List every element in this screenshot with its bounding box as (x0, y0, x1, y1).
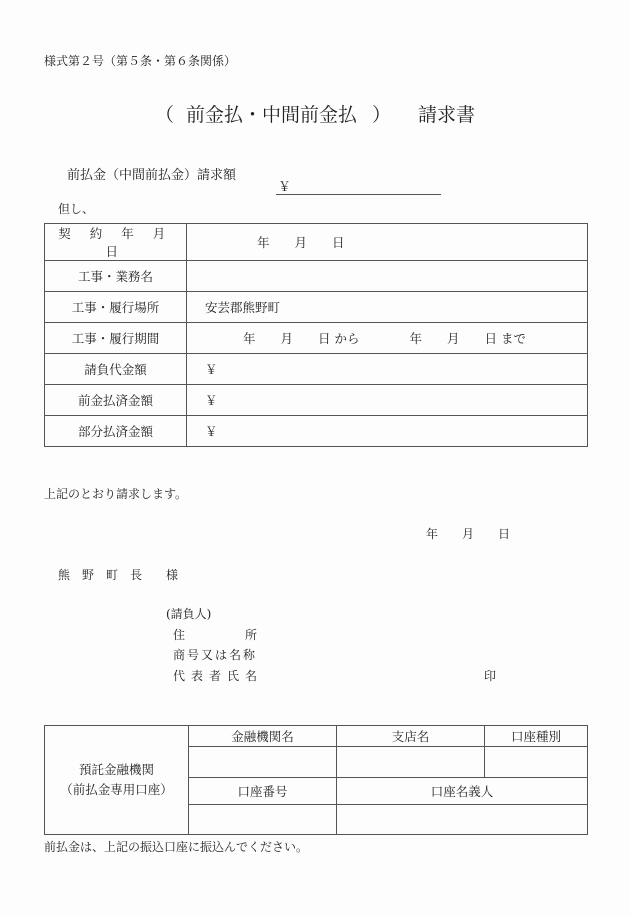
account-holder-header: 口座名義人 (337, 778, 588, 805)
bank-side-label (45, 726, 189, 835)
account-type-field[interactable] (485, 747, 588, 778)
addressee: 熊 野 町 長 様 (58, 568, 179, 582)
table-row (45, 261, 588, 292)
work-location-label: 工事・履行場所 (45, 292, 187, 323)
bank-name-header: 金融機関名 (189, 726, 337, 747)
title-close-paren: ） (372, 104, 392, 126)
title-doc: 請求書 (418, 104, 476, 126)
advance-paid-field[interactable]: ￥ (187, 385, 588, 416)
table-row (45, 354, 588, 385)
account-holder-field[interactable] (337, 805, 588, 835)
company-label: 商号又は名称 (173, 648, 258, 662)
contract-table (44, 223, 588, 447)
contract-amount-field[interactable]: ￥ (187, 354, 588, 385)
branch-name-header: 支店名 (337, 726, 485, 747)
advance-paid-label: 前金払済金額 (45, 385, 187, 416)
work-name-field[interactable] (187, 261, 588, 292)
request-date[interactable]: 年 月 日 (426, 527, 511, 541)
statement: 上記のとおり請求します。 (44, 487, 188, 501)
proviso: 但し、 (58, 202, 95, 216)
address-label: 住 所 (173, 628, 258, 642)
table-row (45, 416, 588, 447)
request-amount-field[interactable] (276, 178, 441, 195)
footer-note: 前払金は、上記の振込口座に振込んでください。 (44, 840, 309, 854)
form-number: 様式第２号（第５条・第６条関係） (44, 54, 237, 68)
table-row (45, 385, 588, 416)
request-amount-label: 前払金（中間前払金）請求額 (67, 168, 237, 183)
table-row (45, 726, 588, 747)
contract-amount-label: 請負代金額 (45, 354, 187, 385)
seal-mark: 印 (484, 669, 497, 683)
partial-paid-field[interactable]: ￥ (187, 416, 588, 447)
table-row (45, 323, 588, 354)
contract-date-label: 契 約 年 月 日 (45, 224, 187, 261)
account-number-field[interactable] (189, 805, 337, 835)
work-location-field[interactable]: 安芸郡熊野町 (187, 292, 588, 323)
table-row (45, 292, 588, 323)
account-type-header: 口座種別 (485, 726, 588, 747)
bank-table (44, 725, 588, 835)
table-row (45, 224, 588, 261)
contract-date-field[interactable]: 年 月 日 (187, 224, 588, 261)
bank-side-label-1: 預託金融機関 (78, 762, 154, 777)
representative-label: 代表者氏名 (173, 669, 264, 683)
title-open-paren: （ (155, 104, 175, 126)
bank-name-field[interactable] (189, 747, 337, 778)
yen-sign: ￥ (278, 180, 292, 195)
work-name-label: 工事・業務名 (45, 261, 187, 292)
work-period-label: 工事・履行期間 (45, 323, 187, 354)
contractor-heading: (請負人) (166, 607, 212, 621)
bank-side-label-2: （前払金専用口座） (60, 782, 173, 797)
title-kinds: 前金払・中間前金払 (186, 104, 358, 126)
branch-name-field[interactable] (337, 747, 485, 778)
partial-paid-label: 部分払済金額 (45, 416, 187, 447)
work-period-field[interactable]: 年 月 日 から 年 月 日 まで (187, 323, 588, 354)
account-number-header: 口座番号 (189, 778, 337, 805)
